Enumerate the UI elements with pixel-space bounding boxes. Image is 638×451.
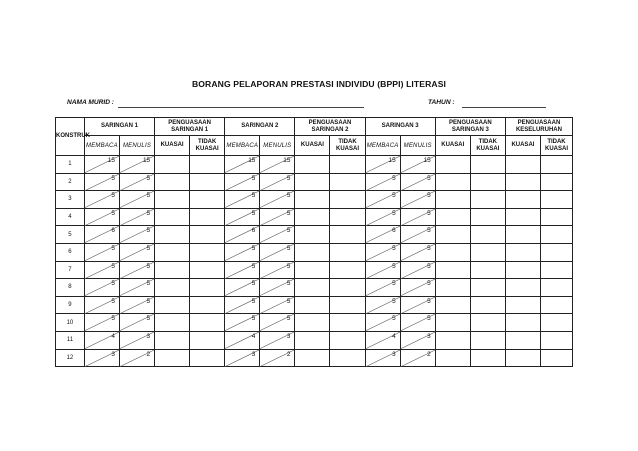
menulis-cell-s2[interactable] — [260, 208, 295, 226]
saringan-2-header: SARINGAN 2 — [225, 118, 295, 136]
membaca-max-value: 6 — [251, 227, 256, 235]
konstruk-number: 6 — [56, 243, 85, 261]
tidak-kuasai-cell-s1[interactable] — [190, 226, 225, 244]
tidak-kuasai-cell-keseluruhan[interactable] — [540, 208, 572, 226]
tidak-kuasai-cell-s3[interactable] — [470, 243, 505, 261]
membaca-cell-s2[interactable] — [225, 208, 260, 226]
membaca-max-value: 3 — [392, 350, 396, 358]
menulis-cell-s1[interactable] — [119, 261, 154, 279]
kuasai-cell-s3[interactable] — [435, 261, 470, 279]
membaca-cell-s2[interactable] — [225, 156, 260, 174]
membaca-max-value: 5 — [111, 192, 115, 200]
menulis-cell-s3[interactable] — [400, 226, 435, 244]
menulis-max-value: 5 — [286, 192, 291, 200]
kuasai-cell-keseluruhan[interactable] — [505, 349, 540, 367]
tahun-line[interactable] — [462, 107, 546, 108]
tidak-kuasai-cell-keseluruhan[interactable] — [540, 243, 572, 261]
konstruk-header: KONSTRUK — [56, 118, 85, 156]
membaca-cell-s3[interactable] — [365, 208, 400, 226]
tidak-kuasai-cell-keseluruhan[interactable] — [540, 173, 572, 191]
konstruk-number: 8 — [56, 279, 85, 297]
membaca-max-value: 15 — [107, 157, 115, 164]
menulis-max-value: 15 — [283, 157, 291, 164]
tidak-kuasai-cell-keseluruhan[interactable] — [540, 349, 572, 367]
tidak-kuasai-cell-keseluruhan[interactable] — [540, 261, 572, 279]
kuasai-header-keseluruhan: KUASAI — [505, 136, 540, 156]
tidak-kuasai-cell-s2[interactable] — [330, 173, 365, 191]
menulis-max-value: 5 — [286, 227, 291, 235]
tidak-kuasai-cell-s2[interactable] — [330, 331, 365, 349]
menulis-cell-s3[interactable] — [400, 349, 435, 367]
form-title: BORANG PELAPORAN PRESTASI INDIVIDU (BPPI) LITERASI — [191, 79, 447, 89]
membaca-cell-s1[interactable] — [84, 279, 119, 297]
tidak-kuasai-cell-s2[interactable] — [330, 226, 365, 244]
table-row — [56, 279, 573, 297]
membaca-max-value: 5 — [251, 297, 256, 305]
kuasai-cell-s1[interactable] — [155, 191, 190, 209]
tidak-kuasai-cell-s3[interactable] — [470, 191, 505, 209]
membaca-cell-s2[interactable] — [225, 279, 260, 297]
membaca-cell-s1[interactable] — [84, 208, 119, 226]
tidak-kuasai-cell-s1[interactable] — [190, 156, 225, 174]
menulis-header-s3: MENULIS — [400, 136, 435, 156]
menulis-max-value: 15 — [423, 157, 431, 164]
membaca-max-value: 15 — [248, 157, 256, 164]
menulis-cell-s1[interactable] — [119, 208, 154, 226]
kuasai-cell-s2[interactable] — [295, 191, 330, 209]
kuasai-cell-s3[interactable] — [435, 226, 470, 244]
membaca-max-value: 4 — [111, 332, 115, 340]
kuasai-cell-s3[interactable] — [435, 349, 470, 367]
menulis-max-value: 5 — [146, 209, 151, 217]
menulis-header-s1: MENULIS — [119, 136, 154, 156]
menulis-max-value: 5 — [286, 174, 291, 182]
kuasai-cell-s2[interactable] — [295, 243, 330, 261]
kuasai-header-s2: KUASAI — [295, 136, 330, 156]
menulis-max-value: 5 — [427, 280, 431, 288]
menulis-max-value: 5 — [146, 315, 151, 323]
tidak-kuasai-cell-s2[interactable] — [330, 191, 365, 209]
kuasai-cell-s3[interactable] — [435, 296, 470, 314]
membaca-max-value: 5 — [111, 262, 115, 270]
menulis-max-value: 5 — [427, 297, 431, 305]
menulis-max-value: 3 — [427, 332, 431, 340]
tidak-kuasai-cell-s3[interactable] — [470, 208, 505, 226]
membaca-cell-s2[interactable] — [225, 243, 260, 261]
membaca-cell-s2[interactable] — [225, 261, 260, 279]
kuasai-cell-keseluruhan[interactable] — [505, 296, 540, 314]
membaca-cell-s3[interactable] — [365, 331, 400, 349]
table-row — [56, 331, 573, 349]
penguasaan-saringan-1-header: PENGUASAAN SARINGAN 1 — [155, 118, 225, 136]
kuasai-cell-s2[interactable] — [295, 296, 330, 314]
membaca-cell-s3[interactable] — [365, 314, 400, 332]
menulis-cell-s2[interactable] — [260, 296, 295, 314]
tidak-kuasai-cell-s1[interactable] — [190, 243, 225, 261]
membaca-cell-s3[interactable] — [365, 296, 400, 314]
membaca-cell-s1[interactable] — [84, 261, 119, 279]
table-row — [56, 261, 573, 279]
tidak-kuasai-cell-s2[interactable] — [330, 243, 365, 261]
tidak-kuasai-cell-s1[interactable] — [190, 173, 225, 191]
table-row — [56, 296, 573, 314]
kuasai-cell-s2[interactable] — [295, 279, 330, 297]
membaca-max-value: 6 — [392, 227, 396, 235]
menulis-cell-s2[interactable] — [260, 191, 295, 209]
menulis-cell-s2[interactable] — [260, 349, 295, 367]
tidak-kuasai-header-s2: TIDAK KUASAI — [330, 136, 365, 156]
kuasai-cell-keseluruhan[interactable] — [505, 279, 540, 297]
kuasai-cell-s1[interactable] — [155, 226, 190, 244]
membaca-max-value: 5 — [251, 209, 256, 217]
tidak-kuasai-cell-s3[interactable] — [470, 349, 505, 367]
membaca-max-value: 5 — [392, 244, 396, 252]
table-row — [56, 156, 573, 174]
menulis-cell-s2[interactable] — [260, 156, 295, 174]
menulis-max-value: 5 — [427, 244, 431, 252]
membaca-cell-s1[interactable] — [84, 156, 119, 174]
membaca-max-value: 5 — [251, 174, 256, 182]
kuasai-cell-s1[interactable] — [155, 173, 190, 191]
table-row — [56, 208, 573, 226]
kuasai-cell-s1[interactable] — [155, 296, 190, 314]
membaca-cell-s2[interactable] — [225, 296, 260, 314]
kuasai-cell-keseluruhan[interactable] — [505, 208, 540, 226]
menulis-cell-s2[interactable] — [260, 331, 295, 349]
menulis-max-value: 5 — [427, 174, 431, 182]
menulis-cell-s2[interactable] — [260, 279, 295, 297]
membaca-cell-s2[interactable] — [225, 173, 260, 191]
menulis-cell-s1[interactable] — [119, 349, 154, 367]
membaca-max-value: 3 — [111, 350, 115, 358]
kuasai-cell-s1[interactable] — [155, 349, 190, 367]
kuasai-cell-s2[interactable] — [295, 156, 330, 174]
membaca-max-value: 4 — [392, 332, 396, 340]
menulis-max-value: 5 — [146, 297, 151, 305]
kuasai-cell-s3[interactable] — [435, 314, 470, 332]
membaca-cell-s1[interactable] — [84, 226, 119, 244]
membaca-max-value: 5 — [251, 280, 256, 288]
membaca-cell-s1[interactable] — [84, 173, 119, 191]
membaca-cell-s1[interactable] — [84, 191, 119, 209]
kuasai-cell-s1[interactable] — [155, 156, 190, 174]
membaca-max-value: 5 — [251, 315, 256, 323]
kuasai-cell-s3[interactable] — [435, 191, 470, 209]
membaca-max-value: 5 — [111, 174, 115, 182]
membaca-max-value: 5 — [111, 315, 115, 323]
kuasai-cell-keseluruhan[interactable] — [505, 191, 540, 209]
kuasai-cell-keseluruhan[interactable] — [505, 156, 540, 174]
menulis-cell-s3[interactable] — [400, 173, 435, 191]
tidak-kuasai-cell-keseluruhan[interactable] — [540, 314, 572, 332]
membaca-max-value: 5 — [392, 209, 396, 217]
membaca-cell-s1[interactable] — [84, 314, 119, 332]
membaca-max-value: 5 — [392, 174, 396, 182]
membaca-cell-s2[interactable] — [225, 349, 260, 367]
kuasai-cell-s1[interactable] — [155, 261, 190, 279]
menulis-max-value: 5 — [427, 209, 431, 217]
membaca-max-value: 5 — [111, 209, 115, 217]
menulis-max-value: 5 — [146, 174, 151, 182]
membaca-max-value: 5 — [392, 280, 396, 288]
konstruk-number: 10 — [56, 314, 85, 332]
menulis-cell-s3[interactable] — [400, 314, 435, 332]
membaca-cell-s1[interactable] — [84, 296, 119, 314]
tidak-kuasai-cell-keseluruhan[interactable] — [540, 279, 572, 297]
membaca-max-value: 5 — [251, 192, 256, 200]
membaca-cell-s2[interactable] — [225, 314, 260, 332]
menulis-max-value: 15 — [142, 157, 151, 164]
kuasai-cell-s2[interactable] — [295, 226, 330, 244]
menulis-cell-s1[interactable] — [119, 296, 154, 314]
tidak-kuasai-cell-s1[interactable] — [190, 296, 225, 314]
kuasai-cell-s1[interactable] — [155, 279, 190, 297]
membaca-cell-s1[interactable] — [84, 243, 119, 261]
membaca-cell-s3[interactable] — [365, 226, 400, 244]
tidak-kuasai-cell-s3[interactable] — [470, 173, 505, 191]
tidak-kuasai-cell-s1[interactable] — [190, 191, 225, 209]
konstruk-number: 2 — [56, 173, 85, 191]
kuasai-cell-s2[interactable] — [295, 173, 330, 191]
tahun-label: TAHUN : — [428, 99, 455, 106]
table-row — [56, 191, 573, 209]
menulis-header-s2: MENULIS — [260, 136, 295, 156]
menulis-cell-s1[interactable] — [119, 243, 154, 261]
kuasai-header-s3: KUASAI — [435, 136, 470, 156]
tidak-kuasai-cell-s1[interactable] — [190, 279, 225, 297]
menulis-max-value: 5 — [146, 244, 151, 252]
table-row — [56, 226, 573, 244]
kuasai-cell-keseluruhan[interactable] — [505, 314, 540, 332]
menulis-max-value: 5 — [286, 209, 291, 217]
konstruk-number: 11 — [56, 331, 85, 349]
tidak-kuasai-cell-keseluruhan[interactable] — [540, 191, 572, 209]
kuasai-cell-s2[interactable] — [295, 331, 330, 349]
menulis-cell-s1[interactable] — [119, 173, 154, 191]
tidak-kuasai-cell-s1[interactable] — [190, 331, 225, 349]
membaca-cell-s3[interactable] — [365, 156, 400, 174]
saringan-1-header: SARINGAN 1 — [84, 118, 154, 136]
tidak-kuasai-cell-s1[interactable] — [190, 208, 225, 226]
menulis-cell-s3[interactable] — [400, 243, 435, 261]
kuasai-cell-s2[interactable] — [295, 208, 330, 226]
membaca-header-s2: MEMBACA — [225, 136, 260, 156]
menulis-cell-s3[interactable] — [400, 191, 435, 209]
membaca-max-value: 6 — [111, 227, 115, 235]
tidak-kuasai-cell-s1[interactable] — [190, 261, 225, 279]
table-row — [56, 173, 573, 191]
prestasi-table — [55, 117, 573, 367]
tidak-kuasai-cell-s2[interactable] — [330, 156, 365, 174]
menulis-cell-s2[interactable] — [260, 243, 295, 261]
konstruk-number: 7 — [56, 261, 85, 279]
membaca-cell-s3[interactable] — [365, 349, 400, 367]
penguasaan-saringan-3-header: PENGUASAAN SARINGAN 3 — [435, 118, 505, 136]
table-row — [56, 243, 573, 261]
menulis-cell-s2[interactable] — [260, 314, 295, 332]
membaca-header-s3: MEMBACA — [365, 136, 400, 156]
menulis-cell-s1[interactable] — [119, 279, 154, 297]
tidak-kuasai-cell-keseluruhan[interactable] — [540, 331, 572, 349]
tidak-kuasai-cell-s3[interactable] — [470, 331, 505, 349]
tidak-kuasai-cell-s2[interactable] — [330, 314, 365, 332]
table-row — [56, 314, 573, 332]
membaca-cell-s1[interactable] — [84, 331, 119, 349]
membaca-max-value: 5 — [392, 262, 396, 270]
membaca-max-value: 5 — [251, 244, 256, 252]
menulis-max-value: 5 — [427, 227, 431, 235]
menulis-cell-s2[interactable] — [260, 226, 295, 244]
tidak-kuasai-cell-s2[interactable] — [330, 261, 365, 279]
tidak-kuasai-cell-s3[interactable] — [470, 226, 505, 244]
tidak-kuasai-cell-s1[interactable] — [190, 349, 225, 367]
membaca-max-value: 5 — [111, 280, 115, 288]
kuasai-cell-keseluruhan[interactable] — [505, 173, 540, 191]
table-row — [56, 349, 573, 367]
menulis-max-value: 5 — [286, 262, 291, 270]
tidak-kuasai-cell-keseluruhan[interactable] — [540, 156, 572, 174]
menulis-max-value: 3 — [146, 332, 151, 340]
tidak-kuasai-cell-s3[interactable] — [470, 261, 505, 279]
membaca-max-value: 5 — [392, 192, 396, 200]
kuasai-cell-s1[interactable] — [155, 331, 190, 349]
penguasaan-keseluruhan-header: PENGUASAAN KESELURUHAN — [505, 118, 572, 136]
kuasai-header-s1: KUASAI — [155, 136, 190, 156]
tidak-kuasai-header-keseluruhan: TIDAK KUASAI — [540, 136, 572, 156]
membaca-cell-s3[interactable] — [365, 191, 400, 209]
tidak-kuasai-header-s3: TIDAK KUASAI — [470, 136, 505, 156]
kuasai-cell-keseluruhan[interactable] — [505, 243, 540, 261]
menulis-cell-s3[interactable] — [400, 296, 435, 314]
tidak-kuasai-header-s1: TIDAK KUASAI — [190, 136, 225, 156]
konstruk-number: 3 — [56, 191, 85, 209]
menulis-max-value: 5 — [146, 192, 151, 200]
menulis-max-value: 5 — [286, 297, 291, 305]
menulis-max-value: 3 — [286, 332, 291, 340]
membaca-cell-s3[interactable] — [365, 173, 400, 191]
membaca-max-value: 5 — [392, 297, 396, 305]
membaca-max-value: 5 — [111, 244, 115, 252]
nama-murid-label: NAMA MURID : — [67, 99, 115, 106]
membaca-header-s1: MEMBACA — [84, 136, 119, 156]
menulis-cell-s1[interactable] — [119, 191, 154, 209]
menulis-cell-s2[interactable] — [260, 261, 295, 279]
menulis-cell-s1[interactable] — [119, 226, 154, 244]
membaca-cell-s3[interactable] — [365, 261, 400, 279]
menulis-max-value: 5 — [286, 244, 291, 252]
menulis-cell-s1[interactable] — [119, 314, 154, 332]
kuasai-cell-s3[interactable] — [435, 279, 470, 297]
konstruk-number: 12 — [56, 349, 85, 367]
konstruk-number: 4 — [56, 208, 85, 226]
membaca-max-value: 15 — [388, 157, 396, 164]
menulis-max-value: 5 — [146, 262, 151, 270]
membaca-max-value: 5 — [111, 297, 115, 305]
tidak-kuasai-cell-s2[interactable] — [330, 349, 365, 367]
kuasai-cell-s3[interactable] — [435, 173, 470, 191]
kuasai-cell-s2[interactable] — [295, 314, 330, 332]
tidak-kuasai-cell-keseluruhan[interactable] — [540, 296, 572, 314]
tidak-kuasai-cell-s2[interactable] — [330, 208, 365, 226]
membaca-cell-s3[interactable] — [365, 279, 400, 297]
membaca-max-value: 4 — [251, 332, 256, 340]
menulis-cell-s3[interactable] — [400, 261, 435, 279]
konstruk-number: 5 — [56, 226, 85, 244]
tidak-kuasai-cell-s3[interactable] — [470, 296, 505, 314]
penguasaan-saringan-2-header: PENGUASAAN SARINGAN 2 — [295, 118, 365, 136]
membaca-cell-s2[interactable] — [225, 191, 260, 209]
tidak-kuasai-cell-keseluruhan[interactable] — [540, 226, 572, 244]
kuasai-cell-s1[interactable] — [155, 314, 190, 332]
menulis-max-value: 5 — [427, 262, 431, 270]
menulis-max-value: 2 — [146, 350, 151, 358]
membaca-cell-s3[interactable] — [365, 243, 400, 261]
saringan-3-header: SARINGAN 3 — [365, 118, 435, 136]
kuasai-cell-s3[interactable] — [435, 331, 470, 349]
menulis-max-value: 5 — [146, 227, 151, 235]
kuasai-cell-s1[interactable] — [155, 208, 190, 226]
menulis-max-value: 5 — [427, 192, 431, 200]
menulis-max-value: 2 — [286, 350, 291, 358]
menulis-cell-s1[interactable] — [119, 156, 154, 174]
membaca-max-value: 5 — [251, 262, 256, 270]
membaca-max-value: 5 — [392, 315, 396, 323]
menulis-max-value: 5 — [286, 315, 291, 323]
kuasai-cell-s2[interactable] — [295, 261, 330, 279]
tidak-kuasai-cell-s1[interactable] — [190, 314, 225, 332]
menulis-max-value: 5 — [286, 280, 291, 288]
menulis-cell-s3[interactable] — [400, 208, 435, 226]
membaca-cell-s1[interactable] — [84, 349, 119, 367]
tidak-kuasai-cell-s3[interactable] — [470, 314, 505, 332]
kuasai-cell-s3[interactable] — [435, 208, 470, 226]
menulis-max-value: 5 — [146, 280, 151, 288]
membaca-cell-s2[interactable] — [225, 331, 260, 349]
menulis-cell-s3[interactable] — [400, 279, 435, 297]
kuasai-cell-keseluruhan[interactable] — [505, 261, 540, 279]
menulis-max-value: 2 — [427, 350, 431, 358]
konstruk-number: 9 — [56, 296, 85, 314]
membaca-cell-s2[interactable] — [225, 226, 260, 244]
nama-murid-line[interactable] — [118, 107, 364, 108]
kuasai-cell-keseluruhan[interactable] — [505, 226, 540, 244]
menulis-cell-s3[interactable] — [400, 331, 435, 349]
tidak-kuasai-cell-s2[interactable] — [330, 296, 365, 314]
kuasai-cell-s3[interactable] — [435, 156, 470, 174]
menulis-cell-s1[interactable] — [119, 331, 154, 349]
membaca-max-value: 3 — [251, 350, 256, 358]
kuasai-cell-s1[interactable] — [155, 243, 190, 261]
tidak-kuasai-cell-s3[interactable] — [470, 279, 505, 297]
kuasai-cell-s3[interactable] — [435, 243, 470, 261]
kuasai-cell-s2[interactable] — [295, 349, 330, 367]
menulis-max-value: 5 — [427, 315, 431, 323]
menulis-cell-s3[interactable] — [400, 156, 435, 174]
menulis-cell-s2[interactable] — [260, 173, 295, 191]
konstruk-number: 1 — [56, 156, 85, 174]
tidak-kuasai-cell-s3[interactable] — [470, 156, 505, 174]
kuasai-cell-keseluruhan[interactable] — [505, 331, 540, 349]
tidak-kuasai-cell-s2[interactable] — [330, 279, 365, 297]
